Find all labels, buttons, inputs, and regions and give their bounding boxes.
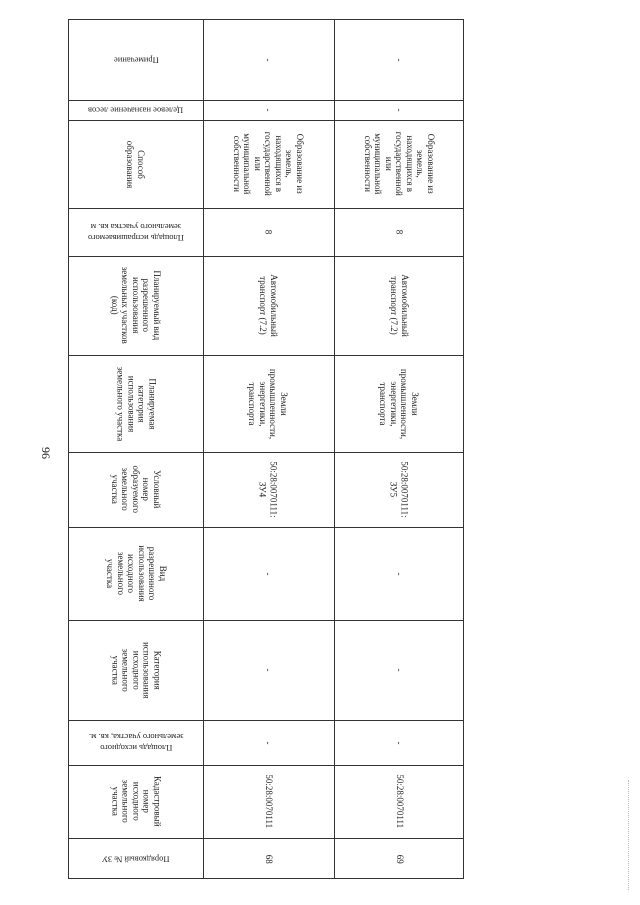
table-row: 68: [263, 854, 274, 864]
header-cadastral-number: Кадастровый номер исходного земельного участка: [110, 776, 163, 827]
table-row: -: [263, 741, 274, 744]
table-row: -: [394, 58, 405, 62]
table-row: Образование из земель, находящихся в государственной или муниципальной собственности: [363, 131, 437, 197]
table-row: -: [263, 572, 274, 575]
header-source-category: Категория использования исходного земельного участка: [110, 641, 163, 699]
table-row: -: [394, 572, 405, 575]
header-formation-method: Способ образования: [125, 140, 147, 188]
page-number: 96: [39, 447, 53, 459]
table-row: Образование из земель, находящихся в государственной или муниципальной собственности: [232, 131, 306, 197]
table-row: -: [263, 58, 274, 62]
table-row: -: [394, 741, 405, 744]
table-row: Земли промышленности, энергетики, транспорта: [248, 368, 290, 439]
table-row: -: [394, 108, 405, 112]
table-row: Автомобильный транспорт (7.2): [258, 274, 279, 337]
table-row: -: [263, 108, 274, 112]
table-row: 8: [394, 229, 405, 235]
header-planned-category: Планируемая категория использования земельного участка: [115, 366, 157, 441]
header-note: Примечание: [113, 55, 159, 66]
table-row: Земли промышленности, энергетики, транспорта: [379, 368, 421, 439]
table-row: 8: [263, 229, 274, 235]
table-row: 50:28:0070111: [394, 774, 405, 829]
scan-margin-mark: [628, 780, 631, 890]
table-row: 69: [394, 854, 405, 864]
table-row: 50:28:0070111: [263, 774, 274, 829]
table-row: -: [263, 668, 274, 672]
table-row: -: [394, 668, 405, 672]
header-source-permitted-use: Вид разрешенного использования исходного земельного участка: [104, 545, 168, 602]
header-plot-number: Порядковый № ЗУ: [102, 854, 170, 865]
header-forest-purpose: Целевое назначение лесов: [88, 105, 184, 116]
header-planned-permitted-use: Планируемый вид разрешенного использования земельных участков (код): [110, 266, 163, 345]
header-conditional-number: Условный номер образуемого земельного участка: [110, 465, 163, 514]
land-plot-table: [68, 19, 464, 879]
table-row: 50:28:0070111: ЗУ5: [389, 461, 410, 518]
header-source-area: Площадь исходного земельного участка, кв. м.: [88, 732, 184, 753]
header-requested-area: Площадь испрашиваемого земельного участка кв. м: [88, 222, 184, 243]
table-row: Автомобильный транспорт (7.2): [389, 274, 410, 337]
table-row: 50:28:0070111: ЗУ4: [258, 461, 279, 518]
